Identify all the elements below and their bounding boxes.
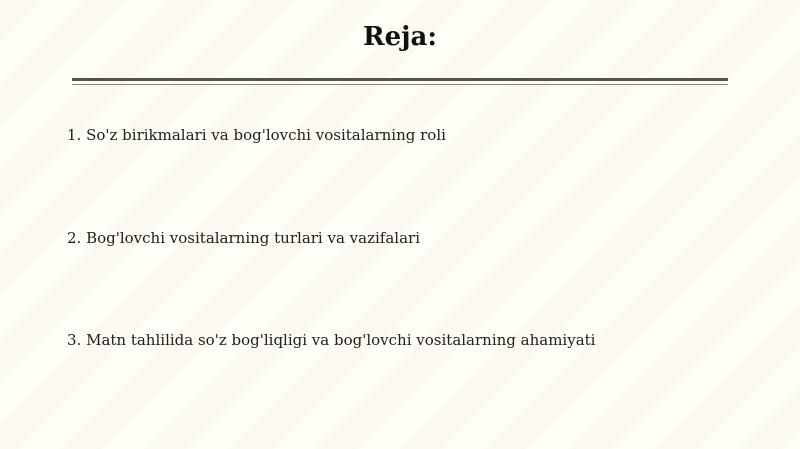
plan-item-2: 2. Bog'lovchi vositalarning turlari va vazifalari	[67, 229, 420, 247]
title-divider-thick	[72, 78, 728, 81]
plan-item-1: 1. So'z birikmalari va bog'lovchi vositalarning roli	[67, 126, 446, 144]
slide-title: Reja:	[362, 22, 437, 52]
title-divider-thin	[72, 84, 728, 85]
plan-item-3: 3. Matn tahlilida so'z bog'liqligi va bog'lovchi vositalarning ahamiyati	[67, 331, 596, 349]
